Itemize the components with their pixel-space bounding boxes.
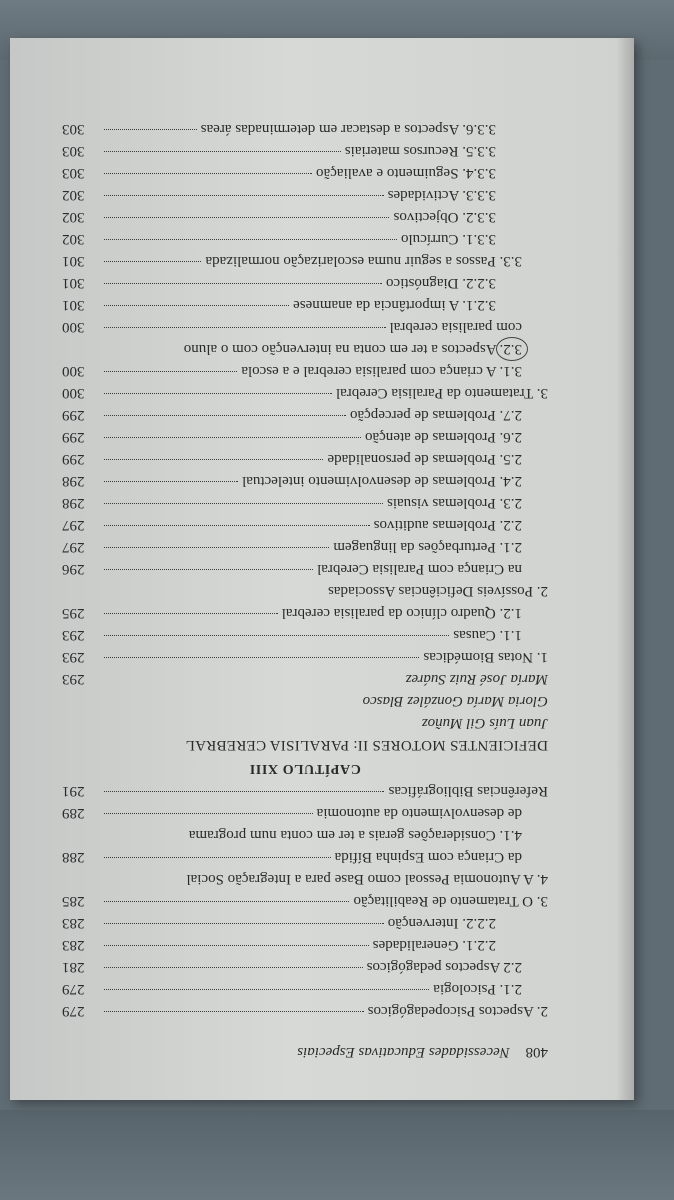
toc-entry-page: 299 xyxy=(62,429,85,445)
toc-entry-text: da Criança com Espinha Bífida xyxy=(334,849,522,865)
toc-entry-text: 2.5. Problemas de personalidade xyxy=(327,451,522,467)
toc-entry-text: 3.1. A criança com paralisia cerebral e a escola xyxy=(241,363,522,379)
leader-dots xyxy=(104,129,197,130)
toc-entry-page: 303 xyxy=(62,143,85,159)
leader-dots xyxy=(104,437,361,438)
toc-entry xyxy=(62,338,548,360)
toc-entry-page: 301 xyxy=(62,275,85,291)
toc-entry-page: 300 xyxy=(62,385,85,401)
leader-dots xyxy=(104,151,341,152)
leader-dots xyxy=(104,635,449,636)
background-bottom xyxy=(0,1110,674,1200)
toc-entry-page: 296 xyxy=(62,561,85,577)
chapter-title: DEFICIENTES MOTORES II: PARALISIA CEREBRAL xyxy=(185,737,548,753)
toc-entry xyxy=(62,890,548,912)
toc-entry xyxy=(62,404,548,426)
leader-dots xyxy=(104,1011,364,1012)
toc-entry xyxy=(62,470,548,492)
leader-dots xyxy=(104,857,331,858)
toc-entry-text: 3.3.2. Objectivos xyxy=(393,209,496,225)
toc-entry-page: 288 xyxy=(62,849,85,865)
toc-entry-page: 293 xyxy=(62,627,85,643)
toc-entry xyxy=(62,382,548,404)
toc-entry xyxy=(62,824,548,846)
toc-entry xyxy=(62,1000,548,1022)
toc-entry-page: 300 xyxy=(62,319,85,335)
toc-section-b xyxy=(62,118,548,668)
toc-entry-page: 300 xyxy=(62,363,85,379)
leader-dots xyxy=(104,547,329,548)
toc-entry xyxy=(62,514,548,536)
toc-entry xyxy=(62,646,548,668)
leader-dots xyxy=(104,657,419,658)
leader-dots xyxy=(104,791,384,792)
leader-dots xyxy=(104,569,313,570)
leader-dots xyxy=(104,173,312,174)
leader-dots xyxy=(104,261,201,262)
leader-dots xyxy=(104,283,382,284)
toc-entry xyxy=(62,978,548,1000)
book-page xyxy=(10,38,634,1100)
toc-entry-page: 299 xyxy=(62,407,85,423)
toc-entry-text: 3.3.6. Aspectos a destacar em determinadas áreas xyxy=(200,121,496,137)
toc-entry-page: 303 xyxy=(62,121,85,137)
leader-dots xyxy=(104,239,397,240)
leader-dots xyxy=(104,305,289,306)
toc-entry-text: 3.2.1. A importância da anamnese xyxy=(293,297,496,313)
toc-entry-page: 279 xyxy=(62,981,85,997)
toc-entry-page: 293 xyxy=(62,649,85,665)
toc-entry xyxy=(62,228,548,250)
toc-entry-text: 2. Possíveis Deficiências Associadas xyxy=(328,583,548,599)
toc-entry-text: 3.3.1. Currículo xyxy=(401,231,496,247)
toc-entry-text: 2.3. Problemas visuais xyxy=(387,495,522,511)
toc-entry xyxy=(62,206,548,228)
chapter-label: CAPÍTULO XIII xyxy=(249,761,361,776)
toc-entry xyxy=(62,558,548,580)
toc-entry xyxy=(62,802,548,824)
toc-entry-text: 4. A Autonomia Pessoal como Base para a Integração Social xyxy=(186,871,548,887)
leader-dots xyxy=(104,459,323,460)
running-title: Necessidades Educativas Especiais xyxy=(297,1044,510,1060)
toc-entry xyxy=(62,360,548,382)
toc-entry xyxy=(62,580,548,602)
toc-entry-text: 3.2. Aspectos a ter em conta na intervenção com o aluno xyxy=(184,338,522,360)
toc-entry xyxy=(62,184,548,206)
toc-entry-page: 281 xyxy=(62,959,85,975)
toc-entry-page: 297 xyxy=(62,517,85,533)
leader-dots xyxy=(104,393,332,394)
toc-entry xyxy=(62,956,548,978)
toc-entry-page: 302 xyxy=(62,231,85,247)
leader-dots xyxy=(104,481,238,482)
toc-entry-text: 3.2.2. Diagnóstico xyxy=(386,275,496,291)
table-of-contents xyxy=(62,118,548,1022)
leader-dots xyxy=(104,613,278,614)
toc-entry xyxy=(62,912,548,934)
toc-entry-page: 301 xyxy=(62,297,85,313)
toc-entry-page: 279 xyxy=(62,1003,85,1019)
toc-entry xyxy=(62,934,548,956)
toc-entry-text: com paralisia cerebral xyxy=(389,319,522,335)
leader-dots xyxy=(104,945,369,946)
toc-section-a xyxy=(62,780,548,1022)
toc-entry-text: na Criança com Paralisia Cerebral xyxy=(317,561,522,577)
chapter-author-last xyxy=(62,668,548,690)
toc-entry-text: 3.3.4. Seguimento e avaliação xyxy=(316,165,496,181)
leader-dots xyxy=(104,371,237,372)
toc-entry-text: 4.1. Considerações gerais a ter em conta num programa xyxy=(188,827,522,843)
chapter-start-page: 293 xyxy=(62,671,85,687)
chapter-author: Gloria María González Blasco xyxy=(362,693,548,709)
toc-entry xyxy=(62,868,548,890)
toc-entry xyxy=(62,536,548,558)
toc-entry xyxy=(62,162,548,184)
toc-entry xyxy=(62,140,548,162)
leader-dots xyxy=(104,813,313,814)
pen-circle-mark xyxy=(496,337,528,361)
toc-entry-page: 285 xyxy=(62,893,85,909)
toc-entry-page: 283 xyxy=(62,915,85,931)
toc-entry-page: 295 xyxy=(62,605,85,621)
toc-entry-page: 302 xyxy=(62,209,85,225)
toc-entry-text: 3.3.3. Actividades xyxy=(387,187,496,203)
toc-entry-text: 3.3. Passos a seguir numa escolarização normalizada xyxy=(205,253,522,269)
leader-dots xyxy=(104,989,429,990)
toc-entry-page: 299 xyxy=(62,451,85,467)
toc-entry-page: 283 xyxy=(62,937,85,953)
toc-entry xyxy=(62,492,548,514)
toc-entry xyxy=(62,448,548,470)
leader-dots xyxy=(104,923,384,924)
toc-entry-text: 2.4. Problemas de desenvolvimento intelectual xyxy=(242,473,522,489)
leader-dots xyxy=(104,525,370,526)
toc-entry xyxy=(62,294,548,316)
toc-entry xyxy=(62,780,548,802)
toc-entry-text: 2.6. Problemas de atenção xyxy=(364,429,522,445)
chapter-author: Juan Luís Gil Muñoz xyxy=(421,715,548,731)
leader-dots xyxy=(104,195,384,196)
toc-entry xyxy=(62,250,548,272)
toc-entry-text: 2.2.2. Intervenção xyxy=(387,915,496,931)
toc-entry xyxy=(62,624,548,646)
toc-entry-text: de desenvolvimento da autonomia xyxy=(316,805,522,821)
toc-entry-text: Referências Bibliográficas xyxy=(388,783,548,799)
leader-dots xyxy=(104,503,383,504)
leader-dots xyxy=(104,327,386,328)
toc-entry-page: 298 xyxy=(62,473,85,489)
leader-dots xyxy=(104,415,346,416)
toc-entry-page: 298 xyxy=(62,495,85,511)
leader-dots xyxy=(104,967,363,968)
toc-entry xyxy=(62,118,548,140)
page-number: 408 xyxy=(525,1044,548,1060)
leader-dots xyxy=(104,901,349,902)
toc-entry-text: 1.2. Quadro clínico da paralisia cerebral xyxy=(281,605,522,621)
toc-entry-text: 3. Tratamento da Paralisia Cerebral xyxy=(335,385,548,401)
toc-entry xyxy=(62,602,548,624)
toc-entry-text: 2.7. Problemas de percepção xyxy=(349,407,522,423)
toc-entry-text: 3.3.5. Recursos materiais xyxy=(344,143,496,159)
toc-entry-page: 303 xyxy=(62,165,85,181)
page-content-rotated xyxy=(10,38,634,1100)
toc-entry xyxy=(62,426,548,448)
toc-entry-text: 1. Notas Biomédicas xyxy=(423,649,548,665)
toc-entry-text: 2.2 Aspectos pedagógicos xyxy=(366,959,522,975)
leader-dots xyxy=(104,217,390,218)
toc-entry-text: 2.2.1. Generalidades xyxy=(372,937,496,953)
toc-entry-page: 301 xyxy=(62,253,85,269)
toc-entry xyxy=(62,846,548,868)
toc-entry-text: 1.1. Causas xyxy=(453,627,522,643)
toc-entry-page: 297 xyxy=(62,539,85,555)
page-header xyxy=(68,1043,548,1060)
toc-entry-page: 289 xyxy=(62,805,85,821)
toc-entry-text: 2.1. Psicologia xyxy=(433,981,522,997)
toc-entry-page: 291 xyxy=(62,783,85,799)
toc-entry-text: 2.1. Perturbações da linguagem xyxy=(333,539,522,555)
chapter-author-name: María José Ruiz Suárez xyxy=(405,671,548,687)
toc-entry-text: 2.2. Problemas auditivos xyxy=(373,517,522,533)
toc-entry xyxy=(62,316,548,338)
toc-entry-text: 3. O Tratamento de Reabilitação xyxy=(353,893,548,909)
toc-entry-page: 302 xyxy=(62,187,85,203)
toc-entry-text: 2. Aspectos Psicopedagógicos xyxy=(367,1003,548,1019)
toc-entry xyxy=(62,272,548,294)
